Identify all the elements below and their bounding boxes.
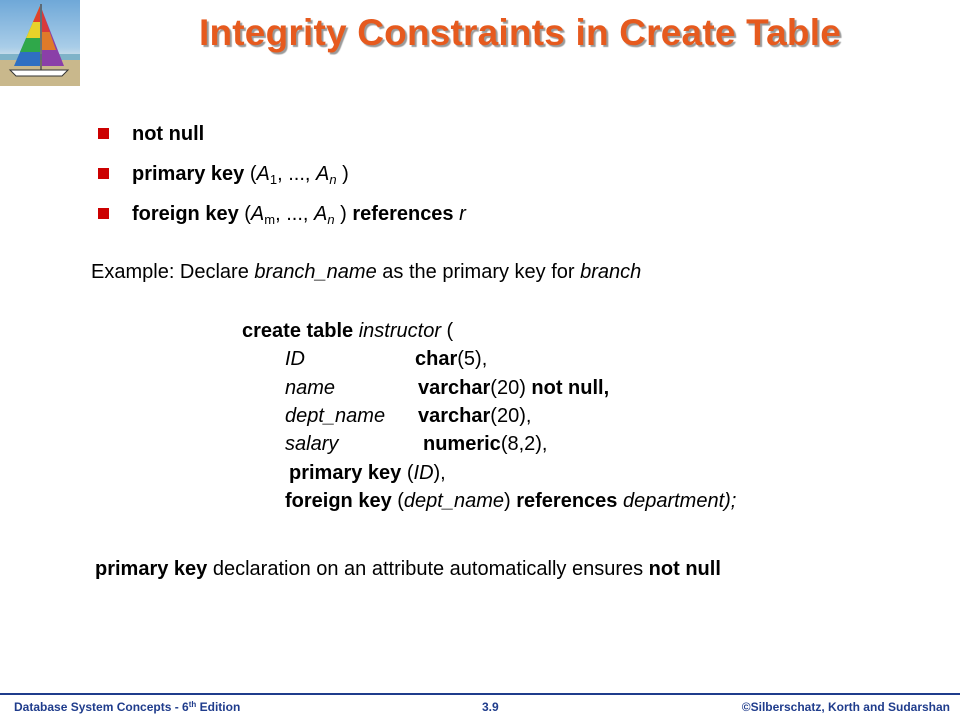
primary-key-note: primary key declaration on an attribute automatically ensures not null <box>95 558 721 580</box>
square-bullet-icon <box>98 128 109 139</box>
square-bullet-icon <box>98 168 109 179</box>
code-line-foreign-key: foreign key (dept_name) references department); <box>285 490 737 512</box>
code-line-create-table: create table instructor ( <box>242 320 454 342</box>
footer-copyright: ©Silberschatz, Korth and Sudarshan <box>741 700 950 714</box>
footer-divider <box>0 693 960 695</box>
code-line-id: ID char(5), <box>285 348 488 370</box>
code-line-name: name varchar(20) not null, <box>285 377 610 399</box>
sailboat-logo-icon <box>0 0 80 86</box>
code-line-dept-name: dept_name varchar(20), <box>285 405 532 427</box>
example-text: Example: Declare branch_name as the primary key for branch <box>91 261 642 283</box>
square-bullet-icon <box>98 208 109 219</box>
code-line-salary: salary numeric(8,2), <box>285 433 548 455</box>
bullet-foreign-key: foreign key ($A_m$, ..., $A_n$ ) references r <box>96 202 466 242</box>
bullet-primary-key: primary key ($A_1$, ..., $A_n$ ) <box>96 162 466 202</box>
bullet-list <box>96 122 466 242</box>
code-line-primary-key: primary key (ID), <box>289 462 446 484</box>
footer-book-title: Database System Concepts - 6th Edition <box>14 700 241 714</box>
slide-title: Integrity Constraints in Create Table <box>198 12 841 53</box>
footer-slide-number: 3.9 <box>482 700 499 714</box>
bullet-not-null: not null <box>96 122 466 162</box>
